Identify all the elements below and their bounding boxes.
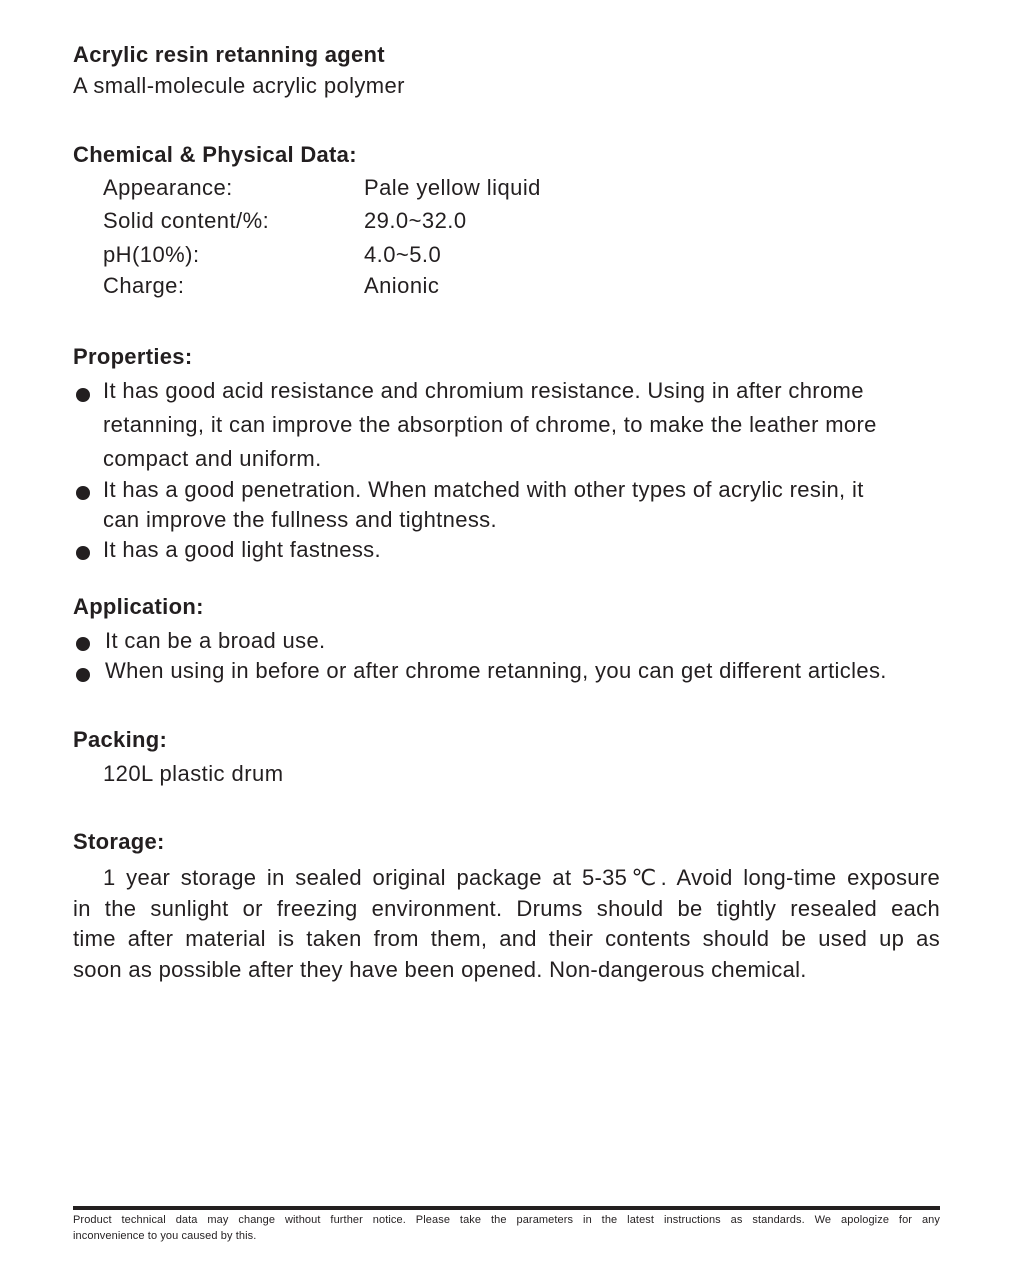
chemical-physical-heading: Chemical & Physical Data:	[73, 142, 357, 167]
charge-value: Anionic	[364, 273, 440, 298]
property-line: can improve the fullness and tightness.	[103, 507, 497, 532]
bullet-icon	[76, 388, 90, 402]
ph-label: pH(10%):	[103, 242, 200, 267]
footer-divider	[73, 1206, 940, 1210]
footer-line: Product technical data may change without further notice. Please take the parameters in the latest instructions as standards. We apologize for any	[73, 1214, 940, 1226]
charge-label: Charge:	[103, 273, 185, 298]
property-line: It has good acid resistance and chromium resistance. Using in after chrome	[103, 378, 864, 403]
footer-disclaimer	[73, 1213, 940, 1244]
storage-line: time after material is taken from them, and their contents should be used up as	[73, 926, 940, 952]
solid-content-value: 29.0~32.0	[364, 208, 467, 233]
application-line: It can be a broad use.	[105, 628, 326, 653]
application-heading: Application:	[73, 594, 204, 619]
bullet-icon	[76, 546, 90, 560]
bullet-icon	[76, 637, 90, 651]
storage-heading: Storage:	[73, 829, 165, 854]
storage-line: in the sunlight or freezing environment. Drums should be tightly resealed each	[73, 895, 940, 921]
packing-heading: Packing:	[73, 727, 168, 752]
property-line: retanning, it can improve the absorption of chrome, to make the leather more	[103, 412, 877, 437]
storage-line: soon as possible after they have been opened. Non-dangerous chemical.	[73, 957, 807, 983]
property-line: It has a good penetration. When matched with other types of acrylic resin, it	[103, 477, 864, 502]
packing-text: 120L plastic drum	[103, 761, 284, 786]
footer-line: inconvenience to you caused by this.	[73, 1229, 257, 1242]
storage-line: 1 year storage in sealed original package at 5-35℃. Avoid long-time exposure	[103, 865, 940, 890]
appearance-label: Appearance:	[103, 175, 233, 200]
product-title: Acrylic resin retanning agent	[73, 42, 385, 67]
application-line: When using in before or after chrome retanning, you can get different articles.	[105, 658, 887, 683]
storage-paragraph	[73, 863, 940, 986]
product-subtitle: A small-molecule acrylic polymer	[73, 73, 405, 98]
property-line: compact and uniform.	[103, 446, 322, 471]
bullet-icon	[76, 486, 90, 500]
bullet-icon	[76, 668, 90, 682]
property-line: It has a good light fastness.	[103, 537, 381, 562]
ph-value: 4.0~5.0	[364, 242, 442, 267]
properties-heading: Properties:	[73, 344, 193, 369]
appearance-value: Pale yellow liquid	[364, 175, 541, 200]
solid-content-label: Solid content/%:	[103, 208, 270, 233]
